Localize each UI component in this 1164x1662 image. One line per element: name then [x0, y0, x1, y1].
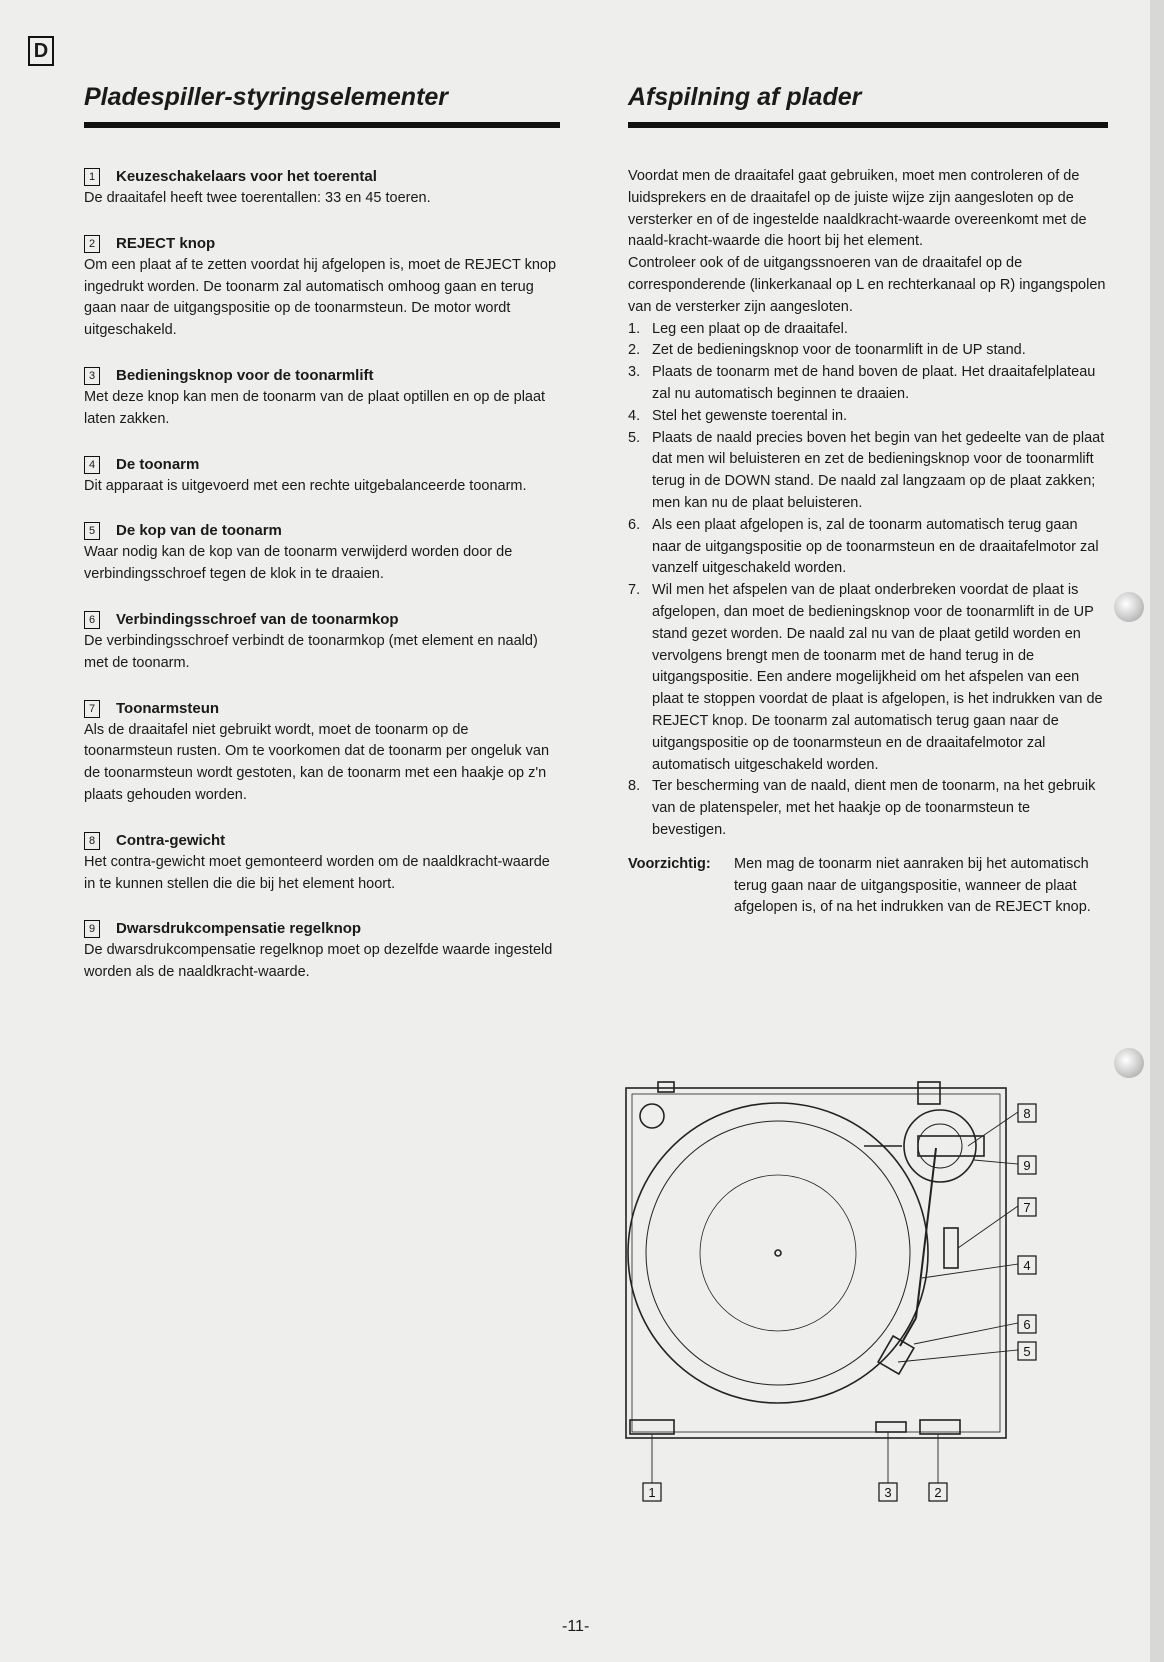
playback-section [628, 80, 1108, 919]
controls-section [84, 80, 560, 1007]
counterweight [918, 1136, 984, 1156]
step-item: 6. Als een plaat afgelopen is, zal de toonarm automatisch terug gaan naar de uitgangspositie op de toonarmsteun en de draaitafelmotor zal vanzelf uitgeschakeld worden. [628, 516, 1099, 577]
item-text: Om een plaat af te zetten voordat hij afgelopen is, moet de REJECT knop ingedrukt worden. De toonarm zal automatisch omhoog gaan en terug gaan naar de uitgangspositie op de toonarmsteun. De motor wordt uitgeschakeld. [84, 256, 557, 339]
record [646, 1121, 910, 1385]
number-box: 6 [84, 611, 100, 629]
intro-paragraph: Controleer ook of de uitgangssnoeren van de draaitafel op de corresponderende (linkerkanaal op L en rechterkanaal op R) ingangspolen van de versterker zijn aangesloten. [628, 255, 1106, 315]
control-item [84, 365, 560, 431]
number-box: 1 [84, 168, 100, 186]
language-badge: D [28, 36, 54, 66]
control-item [84, 830, 560, 896]
control-item [84, 520, 560, 586]
callout-label: 9 [1023, 1158, 1031, 1173]
step-item: 2. Zet de bedieningsknop voor de toonarmlift in de UP stand. [628, 342, 1026, 359]
item-text: Het contra-gewicht moet gemonteerd worden om de naaldkracht-waarde in te kunnen stellen die die bij het element hoort. [84, 853, 550, 892]
number-box: 8 [84, 832, 100, 850]
step-item: 8. Ter bescherming van de naald, dient men de toonarm, na het gebruik van de platenspeler, met het haakje op de toonarmsteun te bevestigen. [628, 778, 1096, 838]
item-title: Bedieningsknop voor de toonarmlift [116, 366, 374, 384]
record-label [700, 1175, 856, 1331]
control-item [84, 454, 560, 498]
heading-rule [84, 122, 560, 128]
intro-paragraph: Voordat men de draaitafel gaat gebruiken, moet men controleren of de luidsprekers en de draaitafel op de juiste wijze zijn aangesloten op de versterker en of de ingestelde naaldkracht-waarde overeenkomt met de naald-kracht-waarde die hoort bij het element. [628, 168, 1087, 250]
turntable-body [626, 1088, 1006, 1438]
page-edge [1150, 0, 1164, 1662]
playback-heading: Afspilning af plader [628, 83, 862, 111]
adapter-holder [640, 1104, 664, 1128]
step-item: 1. Leg een plaat op de draaitafel. [628, 320, 848, 337]
page-number: -11- [562, 1618, 590, 1635]
control-item [84, 233, 560, 342]
control-item [84, 166, 560, 210]
controls-list [84, 166, 560, 984]
item-text: De verbindingsschroef verbindt de toonarmkop (met element en naald) met de toonarm. [84, 632, 538, 671]
item-title: REJECT knop [116, 234, 216, 252]
binder-hole [1114, 592, 1144, 622]
item-title: Contra-gewicht [116, 831, 226, 849]
callout-label: 5 [1023, 1344, 1031, 1359]
item-text: Met deze knop kan men de toonarm van de plaat optillen en op de plaat laten zakken. [84, 388, 546, 427]
controls-heading: Pladespiller-styringselementer [84, 83, 449, 111]
anti-skating-knob [918, 1082, 940, 1104]
binder-hole [1114, 1048, 1144, 1078]
item-title: Verbindingsschroef van de toonarmkop [116, 610, 399, 628]
platter [628, 1103, 928, 1403]
callout-label: 1 [648, 1485, 656, 1500]
item-text: Dit apparaat is uitgevoerd met een rechte uitgebalanceerde toonarm. [84, 477, 527, 494]
spindle [775, 1250, 781, 1256]
number-box: 3 [84, 367, 100, 385]
item-text: Als de draaitafel niet gebruikt wordt, moet de toonarm op de toonarmsteun rusten. Om te voorkomen dat de toonarm per ongeluk van de toonarmsteun wordt gestoten, kan de toonarm met een haakje op z'n plaats gehouden worden. [84, 721, 550, 803]
item-title: Toonarmsteun [116, 699, 220, 717]
control-item [84, 609, 560, 675]
item-title: Dwarsdrukcompensatie regelknop [116, 920, 362, 938]
caution-label: Voorzichtig: [628, 855, 711, 872]
callout-label: 3 [884, 1485, 892, 1500]
item-text: De draaitafel heeft twee toerentallen: 33 en 45 toeren. [84, 190, 431, 206]
step-item: 3. Plaats de toonarm met de hand boven de plaat. Het draaitafelplateau zal nu automatisch beginnen te draaien. [628, 364, 1096, 402]
lift-lever [876, 1422, 906, 1432]
step-item: 5. Plaats de naald precies boven het begin van het gedeelte van de plaat dat men wil beluisteren en zet de bedieningsknop voor de toonarmlift terug in de DOWN stand. De naald zal langzaam op de plaat zakken; men kan nu de plaat beluisteren. [628, 429, 1105, 511]
tonearm [916, 1148, 936, 1318]
item-text: De dwarsdrukcompensatie regelknop moet op dezelfde waarde ingesteld worden als de naaldkracht-waarde. [84, 942, 553, 981]
step-item: 7. Wil men het afspelen van de plaat onderbreken voordat de plaat is afgelopen, dan moet de bedieningsknop voor de toonarmlift in de UP stand gezet worden. De naald zal nu van de plaat getild worden en vervolgens brengt men de toonarm met de hand terug in de uitgangspositie. Een andere mogelijkheid om het afspelen van een plaat te stoppen voordat de plaat is afgelopen, is het indrukken van de REJECT knop. De toonarm zal automatisch terug gaan naar de uitgangspositie op de toonarmsteun en de draaitafelmotor zal automatisch uitgeschakeld worden. [628, 582, 1103, 773]
callout-label: 6 [1023, 1317, 1031, 1332]
tonearm-base [904, 1110, 976, 1182]
callout-label: 7 [1023, 1200, 1031, 1215]
caution-text: Men mag de toonarm niet aanraken bij het automatisch terug gaan naar de uitgangspositie, wanneer de plaat afgelopen is, of na het indrukken van de REJECT knop. [734, 855, 1091, 916]
number-box: 2 [84, 235, 100, 253]
headshell [878, 1336, 914, 1374]
item-title: De toonarm [116, 455, 200, 473]
number-box: 5 [84, 522, 100, 540]
item-title: De kop van de toonarm [116, 522, 282, 540]
callout-label: 2 [934, 1485, 942, 1500]
item-title: Keuzeschakelaars voor het toerental [116, 168, 377, 185]
steps-list [628, 319, 1108, 842]
arm-rest [944, 1228, 958, 1268]
turntable-diagram [618, 1078, 1108, 1520]
number-box: 9 [84, 920, 100, 938]
control-item [84, 698, 560, 807]
number-box: 4 [84, 456, 100, 474]
heading-rule [628, 122, 1108, 128]
callout-label: 8 [1023, 1106, 1031, 1121]
item-text: Waar nodig kan de kop van de toonarm verwijderd worden door de verbindingsschroef tegen de klok in te draaien. [84, 544, 513, 583]
caution-note [628, 854, 1108, 919]
control-item [84, 918, 560, 984]
step-item: 4. Stel het gewenste toerental in. [628, 407, 848, 424]
number-box: 7 [84, 700, 100, 718]
callout-label: 4 [1023, 1258, 1031, 1273]
